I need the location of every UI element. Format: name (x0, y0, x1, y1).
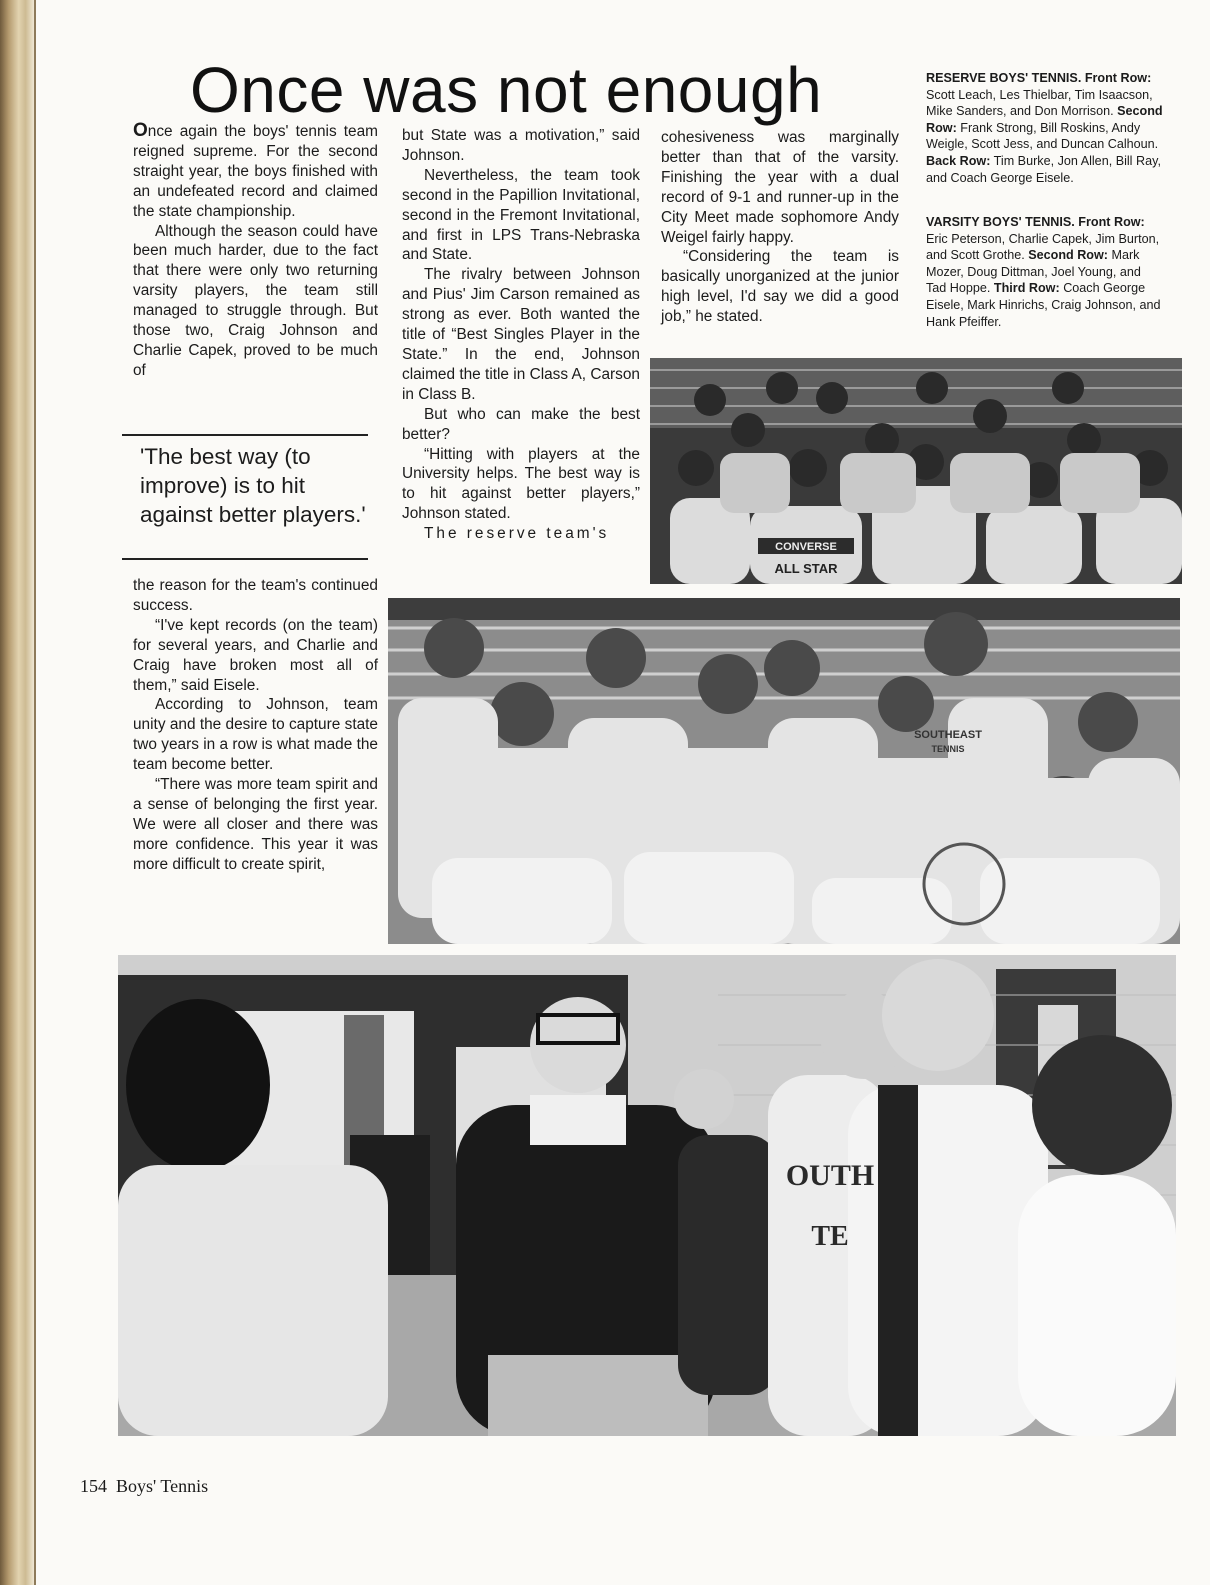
caption-title: RESERVE BOYS' TENNIS. (926, 71, 1082, 85)
shirt-text: SOUTHEAST (914, 729, 982, 741)
sweatshirt-text: TE (811, 1221, 849, 1252)
page-folio (80, 1476, 217, 1497)
paragraph: but State was a motivation,” said Johnson. (402, 127, 640, 164)
body-column-1-top (133, 121, 378, 381)
caption-names: Scott Leach, Les Thielbar, Tim Isaacson, Mike Sanders, and Don Morrison. (926, 87, 1153, 119)
sweatshirt-text: OUTH (785, 1159, 875, 1192)
caption-row-label: Back Row: (926, 153, 991, 168)
paragraph: cohesiveness was marginally better than that of the varsity. Finishing the year with a dual record of 9-1 and runner-up in the City Meet made sophomore Andy Weigel fairly happy. (661, 129, 899, 246)
caption-names: Eric Peterson, Charlie Capek, Jim Burton, and Scott Grothe. (926, 231, 1160, 263)
paragraph: “I've kept records (on the team) for several years, and Charlie and Craig have broken most all of them,” said Eisele. (133, 616, 378, 694)
paragraph: the reason for the team's continued success. (133, 577, 378, 614)
binding-edge (34, 0, 36, 1585)
caption-title: VARSITY BOYS' TENNIS. (926, 215, 1075, 229)
shirt-text: CONVERSE (775, 541, 837, 553)
caption-names: Frank Strong, Bill Roskins, Andy Weigle, Scott Jess, and Duncan Calhoun. (926, 120, 1159, 152)
reserve-team-photo (650, 358, 1182, 584)
caption-row-label: Second Row: (926, 104, 1163, 135)
paragraph: “There was more team spirit and a sense of belonging the first year. We were all closer and there was more confidence. This year it was more difficult to create spirit, (133, 776, 378, 873)
caption-row-label: Front Row: (1084, 71, 1152, 85)
paragraph: According to Johnson, team unity and the desire to capture state two years in a row is what made the team become better. (133, 696, 378, 774)
caption-reserve (926, 70, 1164, 186)
body-column-3 (661, 128, 899, 327)
caption-row-label: Front Row: (1078, 215, 1145, 229)
paragraph: The rivalry between Johnson and Pius' Jim Carson remained as strong as ever. Both wanted the title of “Best Singles Player in the State.” In the end, Johnson claimed the title in Class A, Carson in Class B. (402, 266, 640, 403)
caption-varsity (926, 214, 1164, 330)
paragraph: But who can make the best better? (402, 405, 640, 443)
caption-names: Mark Mozer, Doug Dittman, Joel Young, and Tad Hoppe. (926, 248, 1141, 296)
paragraph: Although the season could have been much harder, due to the fact that there were only two returning varsity players, the team still managed to struggle through. But those two, Craig Johnson and Charlie Capek, proved to be much of (133, 222, 378, 379)
paragraph: Nevertheless, the team took second in the Papillion Invitational, second in the Fremont Invitational, and first in LPS Trans-Nebraska and State. (402, 166, 640, 264)
page-number: 154 (80, 1476, 107, 1496)
caption-row-label: Third Row: (993, 281, 1060, 296)
caption-row-label: Second Row: (1028, 248, 1108, 263)
caption-names: Tim Burke, Jon Allen, Bill Ray, and Coach George Eisele. (926, 153, 1161, 185)
body-column-1-bottom (133, 576, 378, 875)
caption-names: Coach George Eisele, Mark Hinrichs, Craig Johnson, and Hank Pfeiffer. (926, 281, 1161, 329)
varsity-team-photo (388, 598, 1180, 944)
paragraph: The reserve team's (424, 525, 610, 543)
trophy-presentation-photo (118, 955, 1176, 1436)
shirt-text: ALL STAR (774, 561, 838, 576)
shirt-text: TENNIS (931, 744, 965, 754)
section-name: Boys' Tennis (116, 1476, 209, 1496)
page-binding (0, 0, 34, 1585)
headline: Once was not enough (190, 54, 823, 126)
pull-quote: 'The best way (to improve) is to hit against better players.' (122, 434, 368, 560)
paragraph: Once again the boys' tennis team reigned supreme. For the second straight year, the boys finished with an undefeated record and claimed the state championship. (133, 120, 378, 220)
body-column-2 (402, 126, 640, 544)
paragraph: “Considering the team is basically unorganized at the junior high level, I'd say we did a good job,” he stated. (661, 248, 899, 326)
paragraph: “Hitting with players at the University helps. The best way is to hit against better players,” Johnson stated. (402, 445, 640, 523)
